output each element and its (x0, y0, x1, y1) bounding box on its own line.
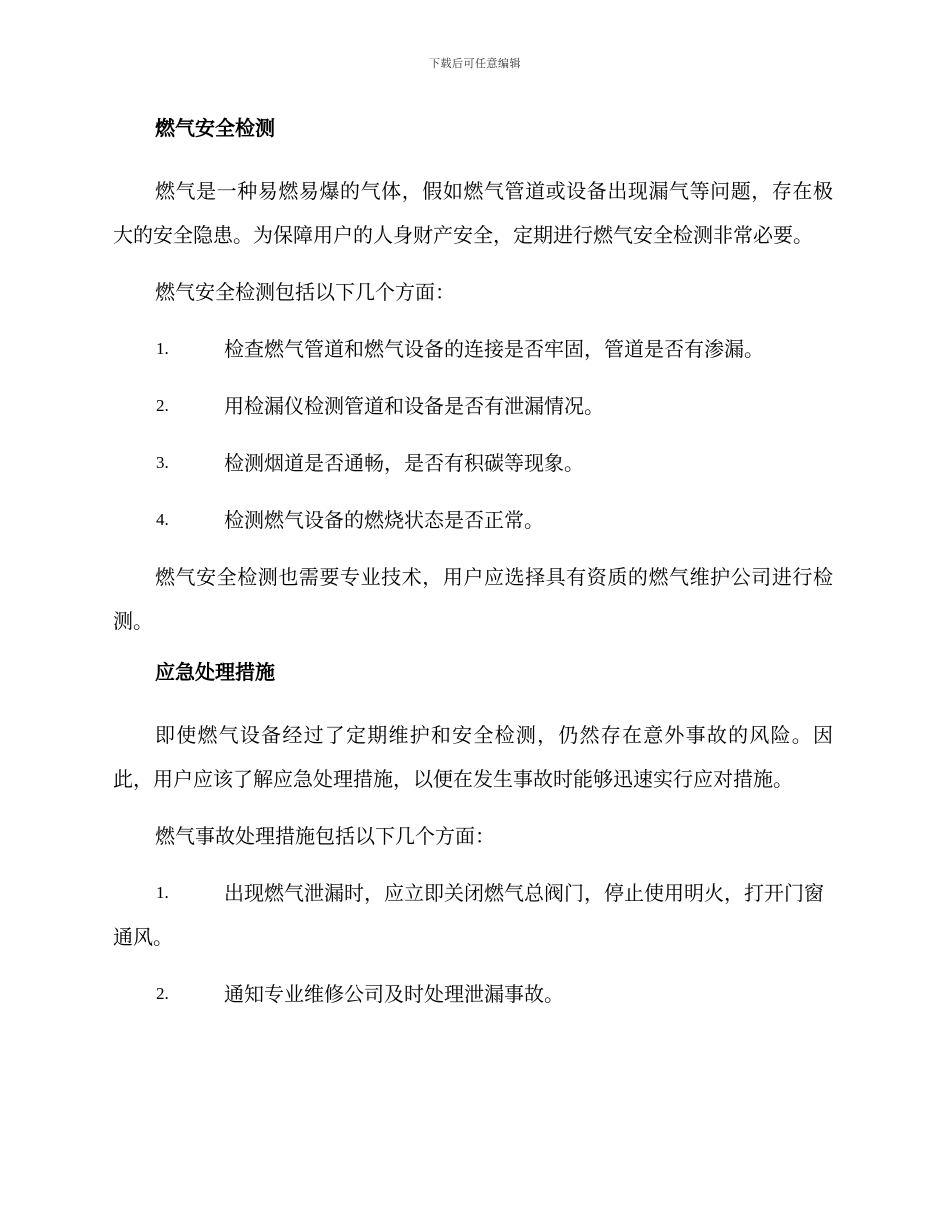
list-intro-paragraph: 燃气事故处理措施包括以下几个方面： (155, 824, 495, 848)
list-item (113, 972, 833, 1016)
list-item (113, 384, 833, 428)
list-item-number: 2. (156, 984, 169, 1003)
list-item-number: 1. (156, 883, 169, 902)
header-note: 下载后可任意编辑 (429, 57, 521, 70)
document-body (113, 112, 833, 1029)
list-item (113, 327, 833, 371)
list-item-number: 1. (156, 339, 169, 358)
list-item-text: 出现燃气泄漏时，应立即关闭燃气总阀门，停止使用明火，打开门窗通风。 (113, 881, 824, 949)
list-item-text: 检查燃气管道和燃气设备的连接是否牢固，管道是否有渗漏。 (224, 337, 764, 361)
section-intro-paragraph: 燃气是一种易燃易爆的气体，假如燃气管道或设备出现漏气等问题，存在极大的安全隐患。为保障用户的人身财产安全，定期进行燃气安全检测非常必要。 (113, 179, 833, 247)
list-item-number: 3. (156, 453, 169, 472)
section-closing-paragraph: 燃气安全检测也需要专业技术，用户应选择具有资质的燃气维护公司进行检测。 (113, 565, 833, 633)
list-item (113, 498, 833, 542)
list-intro-paragraph: 燃气安全检测包括以下几个方面： (155, 280, 455, 304)
section-heading-emergency-measures: 应急处理措施 (155, 660, 275, 684)
section-heading-gas-safety-inspection: 燃气安全检测 (155, 116, 275, 140)
section-intro-paragraph: 即使燃气设备经过了定期维护和安全检测，仍然存在意外事故的风险。因此，用户应该了解应急处理措施，以便在发生事故时能够迅速实行应对措施。 (113, 723, 833, 791)
list-item-number: 2. (156, 396, 169, 415)
list-item-text: 用检漏仪检测管道和设备是否有泄漏情况。 (224, 394, 604, 418)
list-item-number: 4. (156, 510, 169, 529)
list-item-text: 检测燃气设备的燃烧状态是否正常。 (224, 508, 544, 532)
list-item-text: 通知专业维修公司及时处理泄漏事故。 (224, 982, 564, 1006)
list-item-text: 检测烟道是否通畅，是否有积碳等现象。 (224, 451, 584, 475)
list-item (113, 871, 833, 959)
list-item (113, 441, 833, 485)
